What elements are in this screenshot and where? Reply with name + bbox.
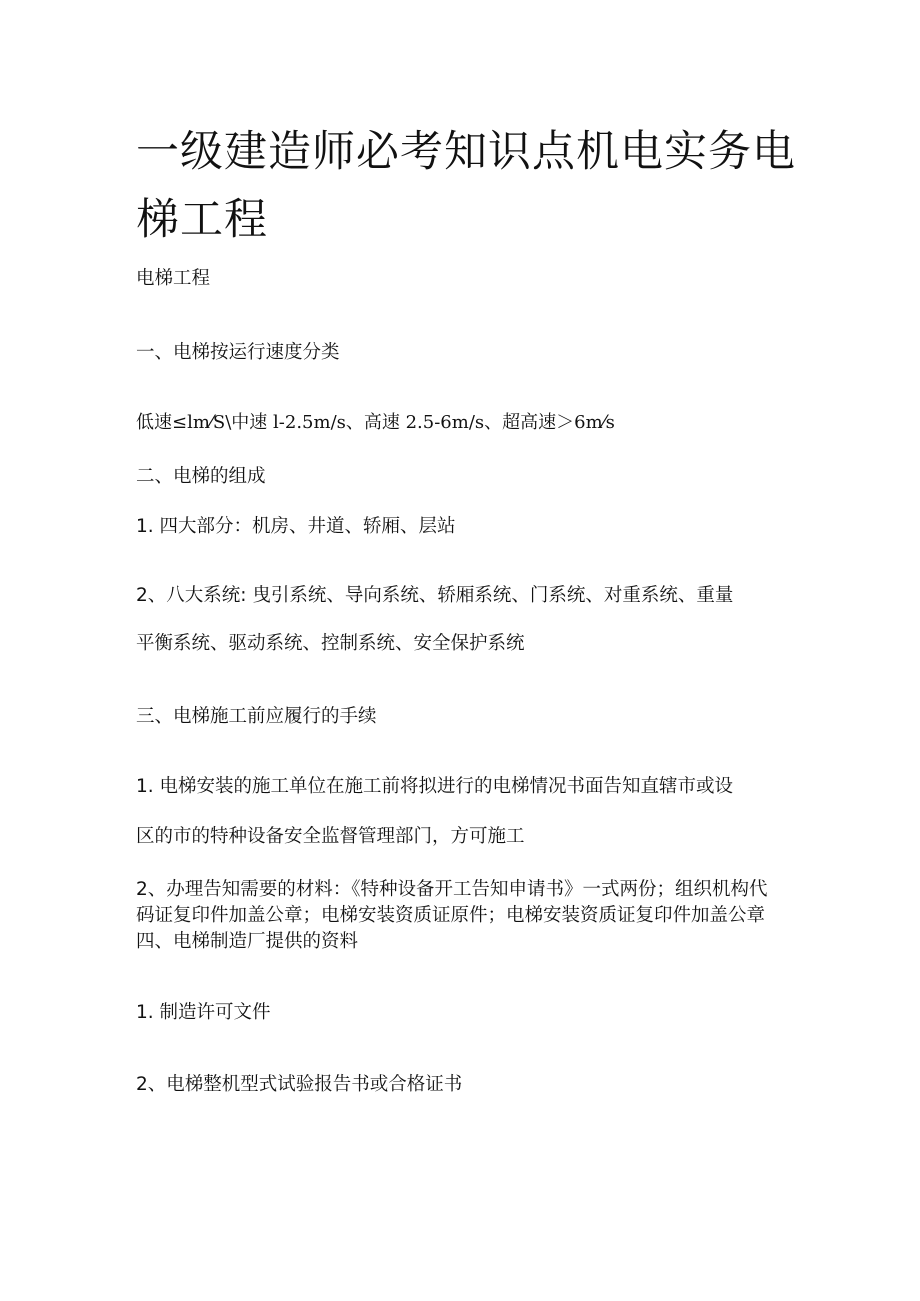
procedure-item-1-line-1: 1. 电梯安装的施工单位在施工前将拟进行的电梯情况书面告知直辖市或设 (136, 776, 734, 797)
speed-classification-text: 低速≤lm⁄S\中速 l-2.5m/s、高速 2.5-6m/s、超高速＞6m⁄s (136, 412, 615, 433)
section-heading-elevator-engineering: 电梯工程 (136, 268, 211, 289)
manufacturer-doc-item-2: 2、电梯整机型式试验报告书或合格证书 (136, 1074, 463, 1095)
document-title: 一级建造师必考知识点机电实务电梯工程 (136, 127, 796, 245)
section-heading-composition: 二、电梯的组成 (136, 466, 266, 487)
procedure-item-2-paragraph: 2、办理告知需要的材料：《特种设备开工告知申请书》一式两份；组织机构代码证复印件加盖公章；电梯安装资质证原件；电梯安装资质证复印件加盖公章四、电梯制造厂提供的资料 (136, 879, 768, 952)
eight-systems-text-line-1: 2、八大系统: 曳引系统、导向系统、轿厢系统、门系统、对重系统、重量 (136, 585, 734, 606)
section-heading-procedures: 三、电梯施工前应履行的手续 (136, 706, 377, 727)
procedure-item-1-line-2: 区的市的特种设备安全监督管理部门，方可施工 (136, 826, 525, 847)
eight-systems-text-line-2: 平衡系统、驱动系统、控制系统、安全保护系统 (136, 633, 525, 654)
section-heading-speed-classification: 一、电梯按运行速度分类 (136, 342, 340, 363)
manufacturer-doc-item-1: 1. 制造许可文件 (136, 1002, 271, 1023)
four-major-parts-text: 1. 四大部分：机房、井道、轿厢、层站 (136, 516, 456, 537)
